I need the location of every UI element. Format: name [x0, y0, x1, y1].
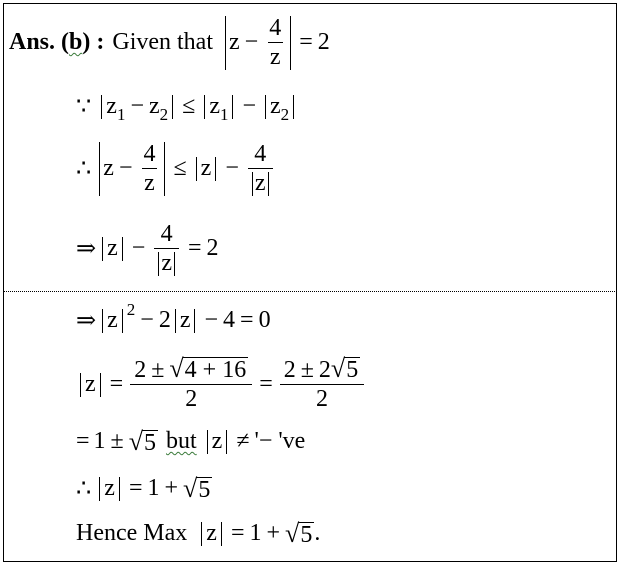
plus-minus-sign: ± [151, 357, 165, 383]
negative-text: '− 've [254, 428, 306, 454]
but-word: but [166, 428, 197, 454]
given-text: Given that [112, 29, 213, 55]
numerator [132, 356, 250, 384]
fraction-4-over-abs-z [154, 220, 179, 277]
option-letter: b [69, 29, 83, 55]
minus-sign: − [242, 93, 257, 119]
fraction-4-over-abs-z [248, 140, 273, 197]
value-one: 1 [93, 428, 106, 454]
var-z: z [107, 235, 118, 261]
minus-sign: − [131, 235, 146, 261]
equals-sign: = [128, 475, 143, 501]
subscript-1: 1 [219, 104, 229, 124]
var-z: z [161, 250, 172, 276]
var-z: z [107, 307, 118, 333]
minus-sign: − [118, 155, 133, 181]
denominator: z [269, 44, 281, 70]
minus-sign: − [204, 307, 219, 333]
equals-sign: = [76, 428, 90, 454]
abs-bar [101, 95, 102, 119]
abs-bar [268, 172, 269, 196]
implies-symbol: ⇒ [76, 236, 97, 262]
constant-four: 4 [223, 307, 236, 333]
therefore-symbol: ∴ [76, 476, 92, 502]
radicand: 5 [198, 476, 211, 503]
exponent-2: 2 [126, 299, 136, 319]
abs-bar [194, 309, 195, 333]
var-z: z [229, 29, 240, 55]
value-one: 1 [249, 520, 262, 546]
denominator: 2 [130, 384, 252, 413]
page-divider [3, 291, 617, 292]
fraction-simplified-roots [282, 356, 362, 413]
abs-bar [100, 373, 101, 397]
subscript-1: 1 [116, 104, 126, 124]
abs-bar [201, 522, 202, 546]
le-sign: ≤ [182, 93, 196, 119]
denominator: z [144, 170, 155, 196]
equals-sign: = [230, 520, 245, 546]
radicand: 5 [300, 521, 313, 548]
fraction-4-over-z [141, 140, 157, 197]
numerator: 4 [160, 221, 173, 247]
abs-bar [204, 95, 205, 119]
equals-sign: = [259, 371, 273, 397]
abs-bar [172, 95, 173, 119]
value-two: 2 [206, 235, 219, 261]
sqrt-radical: √ 5 [330, 354, 359, 383]
var-z: z [254, 170, 266, 196]
minus-sign: − [225, 155, 239, 181]
abs-bar [232, 95, 233, 119]
subscript-2: 2 [280, 104, 290, 124]
denominator [154, 248, 179, 277]
var-z2: z [270, 93, 281, 119]
abs-bar-left [225, 16, 226, 70]
denominator: 2 [280, 384, 364, 413]
var-z: z [206, 520, 217, 546]
not-equal-sign: ≠ [236, 428, 250, 454]
plus-sign: + [266, 520, 281, 546]
implies-equation-line [76, 220, 219, 277]
radicand: 5 [144, 429, 156, 456]
hence-max-text: Hence Max [76, 520, 188, 546]
denominator [248, 168, 273, 197]
abs-bar [196, 157, 197, 181]
minus-sign: − [244, 29, 259, 55]
abs-bar [102, 309, 103, 333]
sqrt-radical: √ 5 [285, 518, 313, 548]
answer-line [9, 14, 330, 71]
term-two: 2 [283, 357, 296, 383]
abs-bar [122, 309, 123, 333]
conclusion-line [76, 520, 320, 547]
coef-two: 2 [158, 307, 171, 333]
equals-sign: = [187, 235, 202, 261]
sqrt-radical: √ 5 [183, 473, 211, 503]
fraction-4-over-z [267, 14, 283, 71]
abs-bar [221, 522, 222, 546]
abs-bar [175, 309, 176, 333]
plus-sign: + [164, 475, 179, 501]
sqrt-radical: √ 5 [128, 426, 156, 456]
abs-bar [80, 373, 81, 397]
abs-bar [252, 172, 253, 196]
le-sign: ≤ [173, 155, 187, 181]
abs-bar [293, 95, 294, 119]
coef-two: 2 [318, 357, 331, 383]
abs-bar [265, 95, 266, 119]
quadratic-line [76, 299, 271, 335]
abs-bar [174, 252, 175, 276]
implies-symbol: ⇒ [76, 308, 97, 334]
abs-bar [164, 142, 165, 196]
abs-bar [102, 237, 103, 261]
value-two: 2 [317, 29, 330, 55]
equals-sign: = [299, 29, 313, 55]
var-z: z [103, 155, 114, 181]
var-z: z [211, 428, 223, 454]
period: . [314, 520, 321, 546]
minus-sign: − [130, 93, 144, 119]
value-one: 1 [147, 475, 160, 501]
answer-label: Ans. (b) : [9, 29, 105, 55]
equals-sign: = [109, 371, 124, 397]
abs-bar [226, 430, 227, 454]
sqrt-radical: √ 4 + 16 [169, 354, 247, 383]
radicand: 5 [346, 357, 359, 383]
abs-bar [99, 142, 100, 196]
because-symbol: ∵ [76, 94, 92, 120]
term-two: 2 [134, 357, 147, 383]
numerator: 4 [254, 141, 267, 167]
var-z: z [85, 371, 96, 397]
therefore-symbol: ∴ [76, 156, 92, 182]
abs-bar [122, 237, 123, 261]
equals-sign: = [240, 307, 254, 333]
var-z2: z [148, 93, 160, 119]
abs-bar [207, 430, 208, 454]
abs-bar [215, 157, 216, 181]
value-zero: 0 [258, 307, 271, 333]
radicand: 4 + 16 [184, 357, 247, 383]
plus-minus-sign: ± [110, 428, 124, 454]
abs-bar-right [290, 16, 291, 70]
abs-bar [99, 477, 100, 501]
var-z: z [179, 307, 191, 333]
subscript-2: 2 [159, 104, 169, 124]
numerator: 4 [269, 15, 282, 41]
var-z: z [200, 155, 212, 181]
plus-minus-sign: ± [300, 357, 314, 383]
quadratic-formula-line [78, 356, 366, 413]
var-z1: z [106, 93, 117, 119]
var-z1: z [209, 93, 220, 119]
therefore-inequality-line [76, 140, 277, 197]
var-z: z [104, 475, 115, 501]
numerator: 4 [143, 141, 156, 167]
result-line [76, 474, 212, 503]
fraction-quadratic-roots [132, 356, 250, 413]
numerator [282, 356, 362, 384]
abs-bar [119, 477, 120, 501]
triangle-inequality-line [76, 92, 298, 124]
minus-sign: − [140, 307, 154, 333]
roots-line [76, 428, 305, 455]
abs-bar [158, 252, 159, 276]
